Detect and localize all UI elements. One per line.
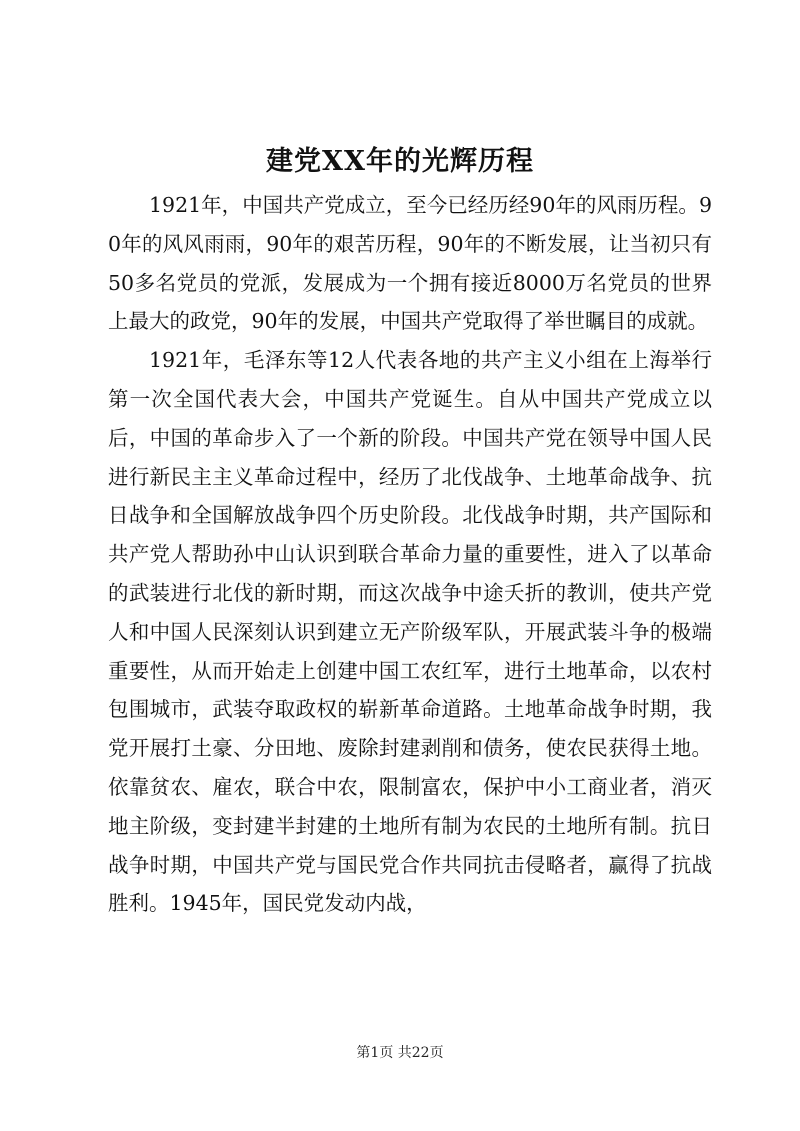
paragraph: 1921年，毛泽东等12人代表各地的共产主义小组在上海举行第一次全国代表大会，中国共产党诞生。自从中国共产党成立以后，中国的革命步入了一个新的阶段。中国共产党在领导中国人民进行新民主主义革命过程中，经历了北伐战争、土地革命战争、抗日战争和全国解放战争四个历史阶段。北伐战争时期，共产国际和共产党人帮助孙中山认识到联合革命力量的重要性，进入了以革命的武装进行北伐的新时期，而这次战争中途夭折的教训，使共产党人和中国人民深刻认识到建立无产阶级军队，开展武装斗争的极端重要性，从而开始走上创建中国工农红军，进行土地革命，以农村包围城市，武装夺取政权的崭新革命道路。土地革命战争时期，我党开展打土豪、分田地、废除封建剥削和债务，使农民获得土地。依靠贫农、雇农，联合中农，限制富农，保护中小工商业者，消灭地主阶级，变封建半封建的土地所有制为农民的土地所有制。抗日战争时期，中国共产党与国民党合作共同抗击侵略者，赢得了抗战胜利。1945年，国民党发动内战， [108, 348, 712, 916]
page-footer: 第1页 共22页 [356, 1045, 444, 1061]
paragraph: 1921年，中国共产党成立，至今已经历经90年的风雨历程。90年的风风雨雨，90年的艰苦历程，90年的不断发展，让当初只有50多名党员的党派，发展成为一个拥有接近8000万名党员的世界上最大的政党，90年的发展，中国共产党取得了举世瞩目的成就。 [108, 193, 712, 334]
document-body [108, 186, 712, 923]
document-title: 建党XX年的光辉历程 [266, 146, 534, 177]
